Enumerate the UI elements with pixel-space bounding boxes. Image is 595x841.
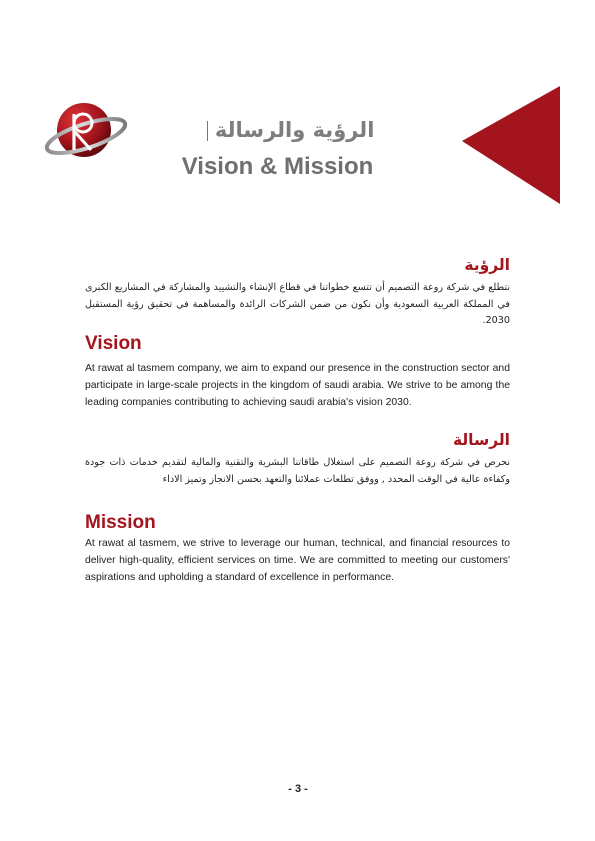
mission-text-arabic: نحرص في شركة روعة التصميم على استغلال طاقاتنا البشرية والتقنية والمالية لتقديم خدمات ذات جودة وكفاءة عالية في الوقت المحدد , ووفق تطلعات عملائنا والتعهد بحسن الانجاز وتميز الاداء [85,457,510,485]
vision-heading-english: Vision [85,333,142,354]
page-title-english: Vision & Mission [181,153,374,180]
company-logo [44,98,130,164]
title-arabic-text: الرؤية والرسالة [214,118,375,142]
page-number: - 3 - [288,783,308,795]
red-triangle-decoration [462,86,560,204]
page-title-arabic [190,118,385,142]
mission-heading-arabic: الرسالة [452,431,510,449]
vision-heading-arabic: الرؤية [464,256,510,274]
mission-heading-english: Mission [85,512,156,533]
vision-text-arabic: نتطلع في شركة روعة التصميم أن تتسع خطواتنا في قطاع الإنشاء والتشييد والمشاركة في المشاريع الكبرى في المملكة العربية السعودية وأن نكون من ضمن الشركات الرائدة والمساهمة في تحقيق رؤية المستقبل 2030. [85,282,510,326]
mission-text-english: At rawat al tasmem, we strive to leverage our human, technical, and financial resources to deliver high-quality, efficient services on time. We are committed to meeting our customers' aspirations and upholding a standard of excellence in performance. [85,538,510,583]
vision-text-english: At rawat al tasmem company, we aim to expand our presence in the construction sector and participate in large-scale projects in the kingdom of saudi arabia. We strive to be among the leading companies contributing to achieving saudi arabia's vision 2030. [85,363,510,408]
title-separator [207,121,208,141]
